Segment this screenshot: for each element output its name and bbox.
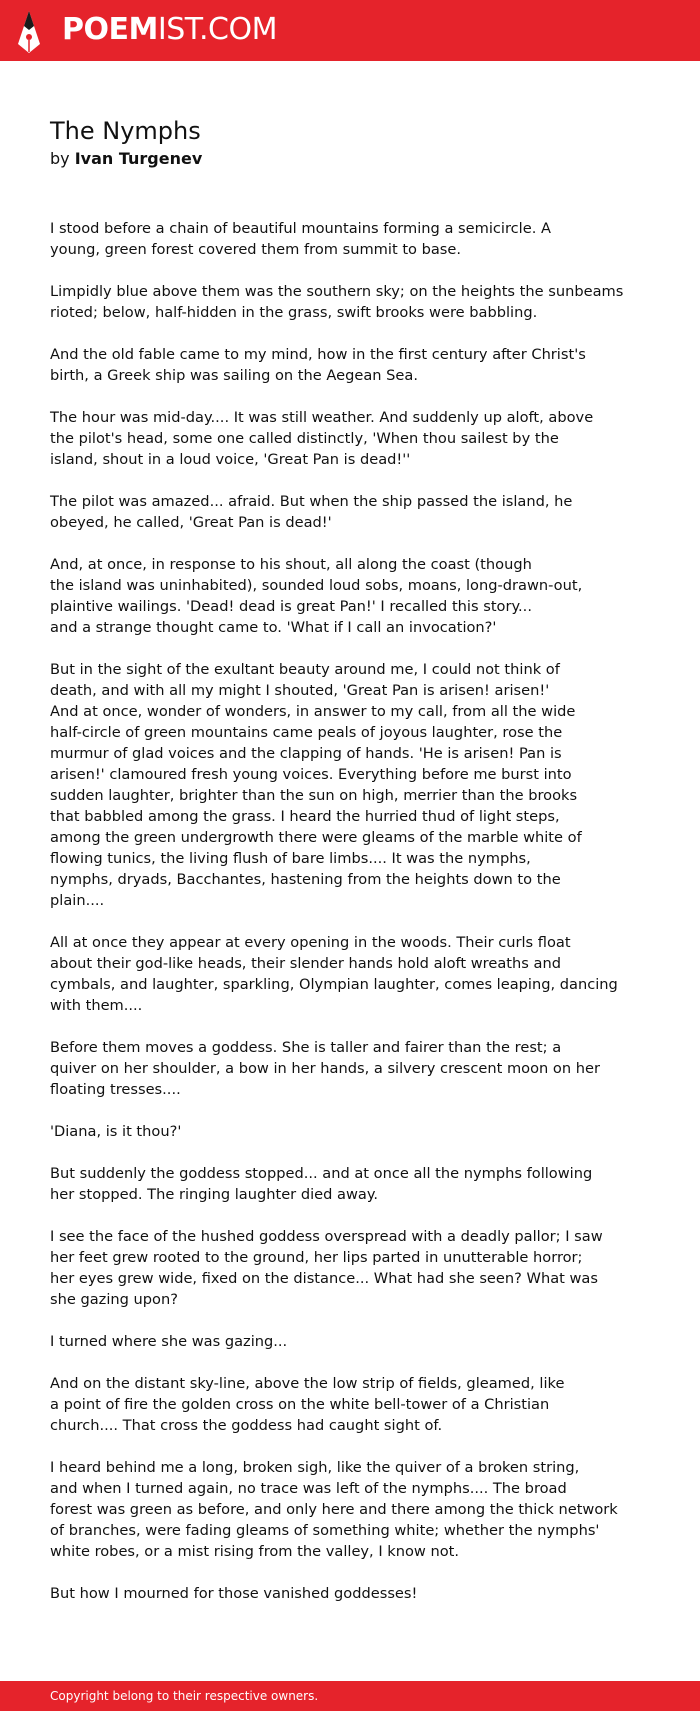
- poem-line: among the green undergrowth there were gleams of the marble white of: [50, 829, 582, 846]
- poem-line: white robes, or a mist rising from the valley, I know not.: [50, 1543, 460, 1560]
- poem-line: But how I mourned for those vanished goddesses!: [50, 1585, 418, 1602]
- stanza: [50, 1373, 670, 1436]
- poem-line: 'Diana, is it thou?': [50, 1123, 182, 1140]
- copyright-text: Copyright belong to their respective owners.: [50, 1689, 319, 1703]
- poem-line: But in the sight of the exultant beauty around me, I could not think of: [50, 661, 560, 678]
- poem-line: and a strange thought came to. 'What if I call an invocation?': [50, 619, 497, 636]
- poem-line: And at once, wonder of wonders, in answer to my call, from all the wide: [50, 703, 576, 720]
- author-link[interactable]: Ivan Turgenev: [74, 149, 203, 168]
- poem-body: [50, 218, 670, 1625]
- stanza: [50, 659, 670, 911]
- poem-line: with them....: [50, 997, 143, 1014]
- stanza: [50, 1037, 670, 1100]
- poem-line: rioted; below, half-hidden in the grass, swift brooks were babbling.: [50, 304, 538, 321]
- poem-line: that babbled among the grass. I heard the hurried thud of light steps,: [50, 808, 560, 825]
- pen-nib-icon: [16, 10, 42, 54]
- logo-bold-part: POEM: [62, 12, 158, 47]
- poem-line: The hour was mid-day.... It was still weather. And suddenly up aloft, above: [50, 409, 594, 426]
- poem-line: forest was green as before, and only here and there among the thick network: [50, 1501, 618, 1518]
- stanza: [50, 1331, 670, 1352]
- poem-line: her feet grew rooted to the ground, her lips parted in unutterable horror;: [50, 1249, 583, 1266]
- stanza: [50, 1583, 670, 1604]
- poem-line: of branches, were fading gleams of something white; whether the nymphs': [50, 1522, 600, 1539]
- poem-line: murmur of glad voices and the clapping of hands. 'He is arisen! Pan is: [50, 745, 562, 762]
- poem-line: arisen!' clamoured fresh young voices. Everything before me burst into: [50, 766, 572, 783]
- poem-line: quiver on her shoulder, a bow in her hands, a silvery crescent moon on her: [50, 1060, 600, 1077]
- stanza: [50, 554, 670, 638]
- poem-line: her eyes grew wide, fixed on the distance... What had she seen? What was: [50, 1270, 598, 1287]
- poem-line: Before them moves a goddess. She is taller and fairer than the rest; a: [50, 1039, 562, 1056]
- stanza: [50, 218, 670, 260]
- stanza: [50, 1163, 670, 1205]
- stanza: [50, 1226, 670, 1310]
- poem-line: island, shout in a loud voice, 'Great Pan is dead!'': [50, 451, 411, 468]
- stanza: [50, 1457, 670, 1562]
- stanza: [50, 407, 670, 470]
- logo-light-part: IST.COM: [157, 12, 277, 47]
- poem-line: floating tresses....: [50, 1081, 181, 1098]
- poem-line: I turned where she was gazing...: [50, 1333, 288, 1350]
- poem-line: obeyed, he called, 'Great Pan is dead!': [50, 514, 332, 531]
- poem-line: And on the distant sky-line, above the low strip of fields, gleamed, like: [50, 1375, 565, 1392]
- poem-line: And the old fable came to my mind, how in the first century after Christ's: [50, 346, 586, 363]
- poem-line: the pilot's head, some one called distinctly, 'When thou sailest by the: [50, 430, 559, 447]
- poem-line: All at once they appear at every opening in the woods. Their curls float: [50, 934, 571, 951]
- site-footer: [0, 1681, 700, 1711]
- poem-line: nymphs, dryads, Bacchantes, hastening from the heights down to the: [50, 871, 561, 888]
- poem-line: I heard behind me a long, broken sigh, like the quiver of a broken string,: [50, 1459, 580, 1476]
- poem-line: young, green forest covered them from summit to base.: [50, 241, 462, 258]
- poem-line: about their god-like heads, their slender hands hold aloft wreaths and: [50, 955, 561, 972]
- poem-line: and when I turned again, no trace was left of the nymphs.... The broad: [50, 1480, 567, 1497]
- poem-line: I see the face of the hushed goddess overspread with a deadly pallor; I saw: [50, 1228, 603, 1245]
- poem-line: And, at once, in response to his shout, all along the coast (though: [50, 556, 532, 573]
- poem-line: sudden laughter, brighter than the sun on high, merrier than the brooks: [50, 787, 578, 804]
- poem-line: a point of fire the golden cross on the white bell-tower of a Christian: [50, 1396, 550, 1413]
- poem-line: her stopped. The ringing laughter died away.: [50, 1186, 379, 1203]
- stanza: [50, 281, 670, 323]
- poem-line: flowing tunics, the living flush of bare limbs.... It was the nymphs,: [50, 850, 531, 867]
- poem-byline: [50, 147, 202, 171]
- poem-line: death, and with all my might I shouted, 'Great Pan is arisen! arisen!': [50, 682, 550, 699]
- poem-line: Limpidly blue above them was the southern sky; on the heights the sunbeams: [50, 283, 624, 300]
- stanza: [50, 491, 670, 533]
- poem-line: plaintive wailings. 'Dead! dead is great Pan!' I recalled this story...: [50, 598, 532, 615]
- poem-line: the island was uninhabited), sounded loud sobs, moans, long-drawn-out,: [50, 577, 583, 594]
- poem-line: church.... That cross the goddess had caught sight of.: [50, 1417, 443, 1434]
- poem-title: The Nymphs: [50, 117, 201, 145]
- poem-line: birth, a Greek ship was sailing on the Aegean Sea.: [50, 367, 418, 384]
- poem-line: cymbals, and laughter, sparkling, Olympian laughter, comes leaping, dancing: [50, 976, 618, 993]
- site-header: [0, 0, 700, 61]
- stanza: [50, 1121, 670, 1142]
- poem-line: half-circle of green mountains came peals of joyous laughter, rose the: [50, 724, 563, 741]
- stanza: [50, 344, 670, 386]
- poem-line: The pilot was amazed... afraid. But when the ship passed the island, he: [50, 493, 573, 510]
- poem-line: I stood before a chain of beautiful mountains forming a semicircle. A: [50, 220, 551, 237]
- stanza: [50, 932, 670, 1016]
- site-logo-text: [62, 10, 277, 50]
- poem-line: But suddenly the goddess stopped... and at once all the nymphs following: [50, 1165, 593, 1182]
- poem-line: plain....: [50, 892, 105, 909]
- by-label: by: [50, 149, 70, 168]
- poem-line: she gazing upon?: [50, 1291, 178, 1308]
